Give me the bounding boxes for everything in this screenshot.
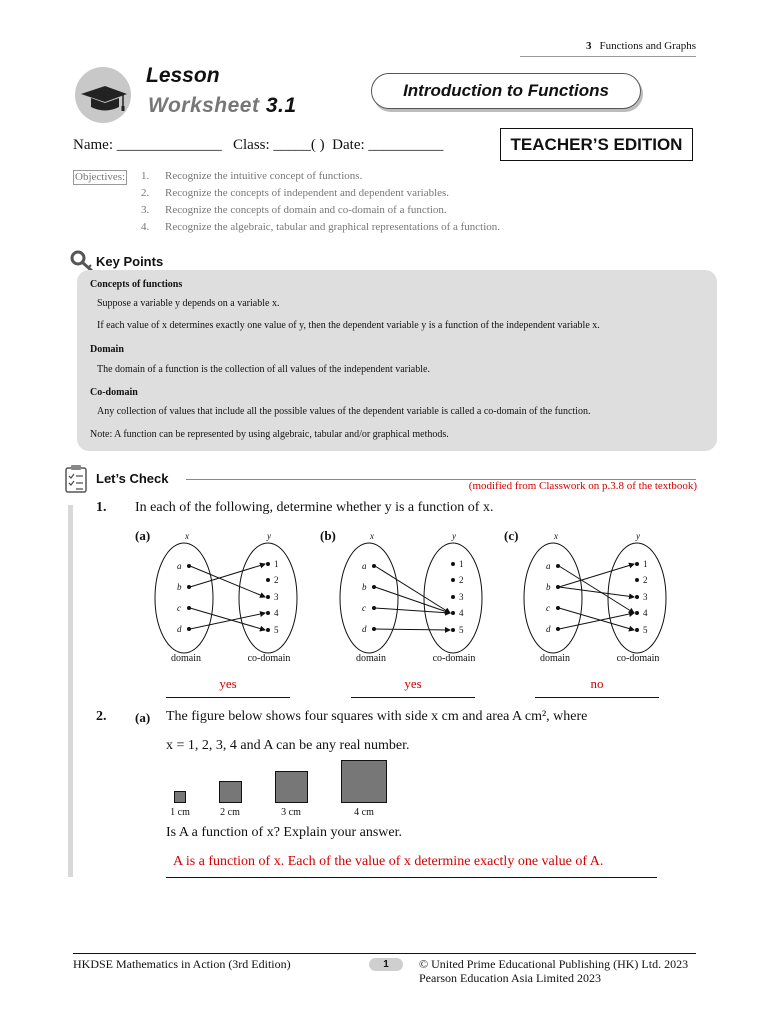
x-value: d bbox=[546, 624, 551, 634]
header-rule bbox=[520, 56, 696, 57]
x-value: a bbox=[362, 561, 367, 571]
objective-item: 4. Recognize the algebraic, tabular and graphical representations of a function. bbox=[141, 221, 501, 233]
class-label: Class: bbox=[232, 137, 270, 153]
kp-note: Note: A function can be represented by using algebraic, tabular and/or graphical methods. bbox=[90, 429, 449, 440]
domain-label: domain bbox=[171, 653, 201, 664]
y-dot bbox=[635, 595, 639, 599]
y-value: 4 bbox=[274, 608, 279, 618]
question-2-number: 2. bbox=[96, 709, 107, 724]
chapter-heading bbox=[586, 40, 696, 52]
codomain-label: co-domain bbox=[432, 653, 476, 664]
x-value: b bbox=[362, 582, 367, 592]
key-points-title: Key Points bbox=[96, 254, 164, 269]
domain-ellipse bbox=[155, 543, 213, 653]
mapping-diagram-c bbox=[521, 528, 677, 668]
answer-line-c bbox=[535, 697, 659, 698]
y-value: 4 bbox=[643, 608, 648, 618]
mapping-svg bbox=[521, 528, 677, 668]
worksheet-word: Worksheet bbox=[148, 94, 260, 117]
section-side-bar bbox=[68, 505, 73, 877]
kp-text: Suppose a variable y depends on a variable x. bbox=[97, 298, 280, 309]
student-info-row bbox=[73, 137, 443, 154]
objective-item: 2. Recognize the concepts of independent and dependent variables. bbox=[141, 187, 450, 199]
mapping-arrow bbox=[559, 587, 634, 597]
y-value: 5 bbox=[274, 625, 279, 635]
x-value: b bbox=[177, 582, 182, 592]
kp-heading-functions: Concepts of functions bbox=[90, 279, 183, 290]
y-dot bbox=[635, 628, 639, 632]
x-value: c bbox=[362, 603, 366, 613]
y-value: 2 bbox=[643, 575, 648, 585]
y-value: 4 bbox=[459, 608, 464, 618]
mapping-arrow bbox=[375, 629, 450, 630]
x-value: d bbox=[362, 624, 367, 634]
y-dot bbox=[266, 628, 270, 632]
mapping-arrow bbox=[559, 564, 634, 587]
y-value: 3 bbox=[459, 592, 464, 602]
mapping-svg bbox=[152, 528, 308, 668]
objective-item: 1. Recognize the intuitive concept of functions. bbox=[141, 170, 363, 182]
square-label: 2 cm bbox=[220, 807, 240, 818]
mapping-arrow bbox=[375, 566, 450, 613]
answer-line-q2 bbox=[166, 877, 657, 878]
answer-b: yes bbox=[404, 676, 422, 691]
worksheet-number: 3.1 bbox=[265, 94, 297, 117]
y-dot bbox=[451, 628, 455, 632]
x-value: b bbox=[546, 582, 551, 592]
part-c-label: (c) bbox=[504, 528, 519, 543]
y-value: 1 bbox=[459, 559, 464, 569]
mapping-arrow bbox=[190, 564, 265, 587]
chapter-number: 3 bbox=[585, 40, 592, 52]
y-dot bbox=[266, 578, 270, 582]
square-1cm bbox=[174, 791, 186, 803]
y-dot bbox=[635, 578, 639, 582]
part-b-label: (b) bbox=[320, 528, 336, 543]
y-value: 5 bbox=[643, 625, 648, 635]
y-label: y bbox=[452, 531, 456, 541]
teachers-edition-badge: TEACHER’S EDITION bbox=[500, 128, 693, 161]
square-label: 4 cm bbox=[354, 807, 374, 818]
lesson-heading: Lesson bbox=[146, 64, 220, 87]
y-dot bbox=[266, 611, 270, 615]
y-dot bbox=[266, 562, 270, 566]
x-value: c bbox=[546, 603, 550, 613]
question-2-part-a: (a) bbox=[135, 710, 151, 725]
question-2-prompt: Is A a function of x? Explain your answer. bbox=[166, 825, 403, 840]
domain-label: domain bbox=[540, 653, 570, 664]
y-value: 3 bbox=[274, 592, 279, 602]
domain-label: domain bbox=[356, 653, 386, 664]
y-value: 1 bbox=[643, 559, 648, 569]
chapter-title: Functions and Graphs bbox=[599, 40, 696, 52]
kp-text: If each value of x determines exactly one value of y, then the dependent variable y is a function of the independent variable x. bbox=[97, 320, 600, 331]
square-3cm bbox=[275, 771, 308, 803]
mapping-diagram-b bbox=[337, 528, 493, 668]
y-dot bbox=[451, 611, 455, 615]
question-2-answer: A is a function of x. Each of the value of x determine exactly one value of A. bbox=[173, 854, 604, 869]
question-1-text: In each of the following, determine whether y is a function of x. bbox=[135, 500, 494, 515]
y-label: y bbox=[267, 531, 271, 541]
y-label: y bbox=[636, 531, 640, 541]
answer-c: no bbox=[590, 676, 604, 691]
topic-title: Introduction to Functions bbox=[371, 73, 641, 109]
x-label: x bbox=[370, 531, 374, 541]
date-field[interactable]: __________ bbox=[368, 137, 444, 153]
worksheet-heading bbox=[148, 94, 297, 118]
objective-item: 3. Recognize the concepts of domain and co-domain of a function. bbox=[141, 204, 447, 216]
kp-heading-codomain: Co-domain bbox=[90, 387, 138, 398]
x-value: c bbox=[177, 603, 181, 613]
x-value: d bbox=[177, 624, 182, 634]
question-1-number: 1. bbox=[96, 500, 107, 515]
answer-a: yes bbox=[219, 676, 237, 691]
question-2-line-2: x = 1, 2, 3, 4 and A can be any real number. bbox=[166, 738, 410, 753]
footer-rule bbox=[73, 953, 696, 954]
x-value: a bbox=[177, 561, 182, 571]
y-dot bbox=[451, 578, 455, 582]
class-field[interactable]: _____( ) bbox=[273, 137, 325, 153]
part-a-label: (a) bbox=[135, 528, 151, 543]
objectives-label: Objectives: bbox=[75, 171, 126, 183]
footer-copyright-1: © United Prime Educational Publishing (HK) Ltd. 2023 bbox=[419, 957, 689, 971]
y-value: 2 bbox=[459, 575, 464, 585]
graduation-cap-icon bbox=[75, 67, 131, 123]
source-note: (modified from Classwork on p.3.8 of the textbook) bbox=[468, 480, 697, 492]
page-number: 1 bbox=[369, 958, 403, 971]
kp-text: The domain of a function is the collection of all values of the independent variable. bbox=[97, 364, 430, 375]
answer-line-a bbox=[166, 697, 290, 698]
codomain-label: co-domain bbox=[247, 653, 291, 664]
y-value: 2 bbox=[274, 575, 279, 585]
square-label: 3 cm bbox=[281, 807, 301, 818]
footer-book-title: HKDSE Mathematics in Action (3rd Edition) bbox=[73, 957, 291, 971]
answer-line-b bbox=[351, 697, 475, 698]
mapping-diagram-a bbox=[152, 528, 308, 668]
lets-check-title: Let’s Check bbox=[96, 471, 169, 486]
domain-ellipse bbox=[340, 543, 398, 653]
square-2cm bbox=[219, 781, 242, 803]
x-label: x bbox=[554, 531, 558, 541]
footer-copyright-2: Pearson Education Asia Limited 2023 bbox=[419, 971, 601, 985]
y-dot bbox=[266, 595, 270, 599]
y-value: 3 bbox=[643, 592, 648, 602]
kp-text: Any collection of values that include all the possible values of the dependent variable is called a co-domain of the function. bbox=[97, 406, 591, 417]
name-field[interactable]: ______________ bbox=[116, 137, 222, 153]
mapping-svg bbox=[337, 528, 493, 668]
mapping-arrow bbox=[190, 566, 265, 597]
square-label: 1 cm bbox=[170, 807, 190, 818]
square-4cm bbox=[341, 760, 387, 803]
y-dot bbox=[635, 562, 639, 566]
y-dot bbox=[451, 595, 455, 599]
codomain-label: co-domain bbox=[616, 653, 660, 664]
question-2-line-1: The figure below shows four squares with side x cm and area A cm², where bbox=[166, 709, 588, 724]
domain-ellipse bbox=[524, 543, 582, 653]
x-label: x bbox=[185, 531, 189, 541]
clipboard-icon bbox=[64, 464, 90, 499]
y-value: 5 bbox=[459, 625, 464, 635]
mapping-arrow bbox=[559, 566, 634, 613]
y-dot bbox=[451, 562, 455, 566]
x-value: a bbox=[546, 561, 551, 571]
name-label: Name: bbox=[73, 137, 113, 153]
date-label: Date: bbox=[332, 137, 365, 153]
kp-heading-domain: Domain bbox=[90, 344, 124, 355]
y-dot bbox=[635, 611, 639, 615]
y-value: 1 bbox=[274, 559, 279, 569]
